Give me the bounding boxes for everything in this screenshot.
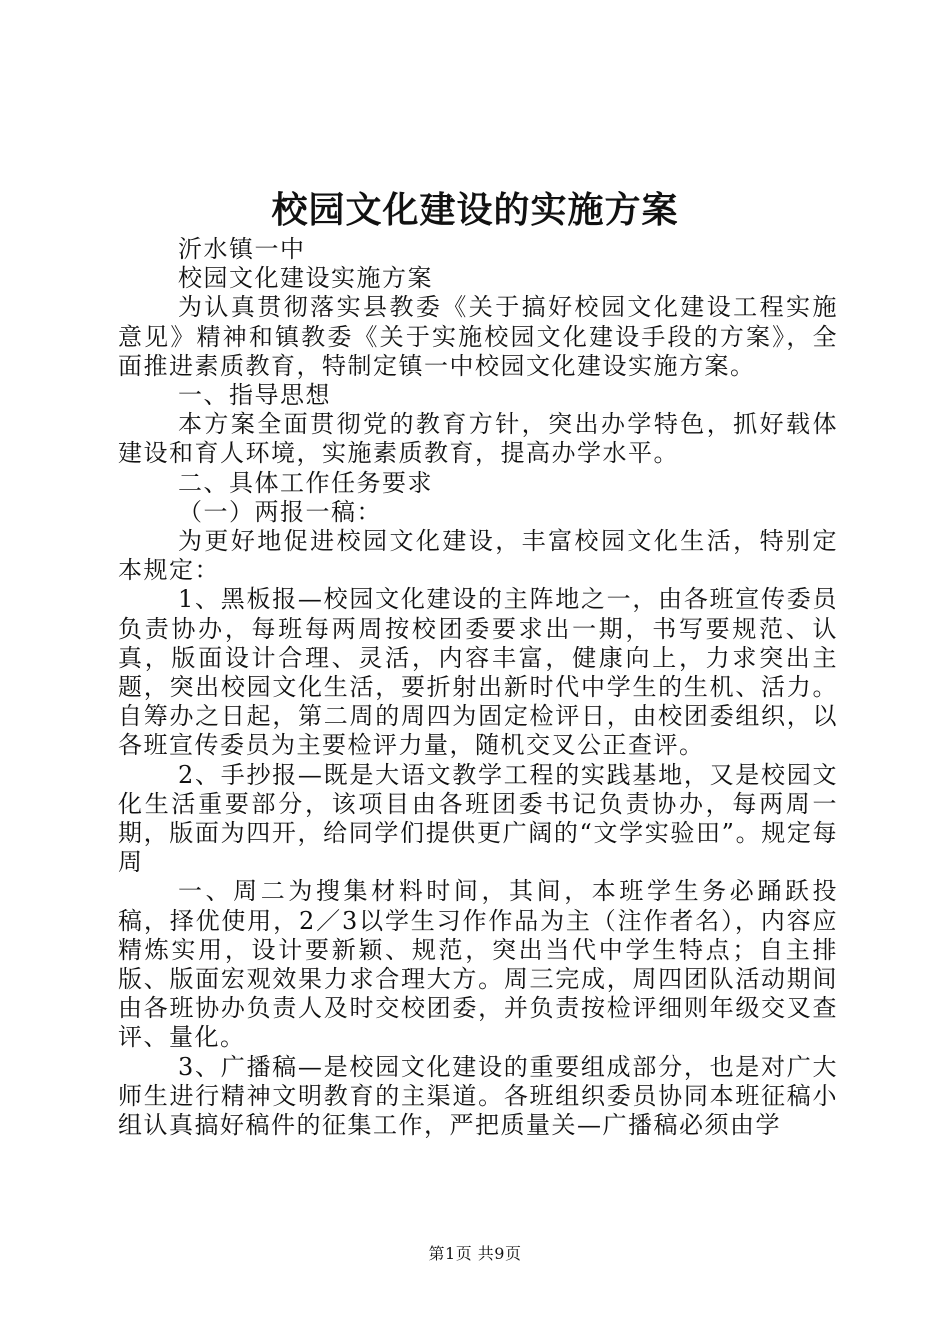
- schedule-paragraph: 一、周二为搜集材料时间，其间，本班学生务必踊跃投稿，择优使用，2／3以学生习作作品为主（注作者名），内容应精炼实用，设计要新颖、规范，突出当代中学生特点；自主排版、版面宏观效果力求合理大方。周三完成，周四团队活动期间由各班协办负责人及时交校团委，并负责按检评细则年级交叉查评、量化。: [118, 877, 838, 1052]
- document-body: [118, 235, 838, 1140]
- section-heading-guiding-thought: 一、指导思想: [178, 381, 331, 410]
- broadcast-paragraph: 3、广播稿—是校园文化建设的重要组成部分，也是对广大师生进行精神文明教育的主渠道。各班组织委员协同本班征稿小组认真搞好稿件的征集工作，严把质量关—广播稿必须由学: [118, 1052, 838, 1140]
- page-number-footer: 第1页 共9页: [428, 1244, 522, 1263]
- blackboard-paragraph: 1、黑板报—校园文化建设的主阵地之一，由各班宣传委员负责协办，每班每两周按校团委要求出一期，书写要规范、认真，版面设计合理、灵活，内容丰富，健康向上，力求突出主题，突出校园文化生活，要折射出新时代中学生的生机、活力。自筹办之日起，第二周的周四为固定检评日，由校团委组织，以各班宣传委员为主要检评力量，随机交叉公正查评。: [118, 585, 838, 760]
- document-title: 校园文化建设的实施方案: [271, 189, 679, 231]
- two-papers-intro-paragraph: 为更好地促进校园文化建设，丰富校园文化生活，特别定本规定：: [118, 527, 838, 585]
- subsection-heading-two-papers: （一）两报一稿：: [178, 497, 382, 526]
- handwritten-paper-paragraph: 2、手抄报—既是大语文教学工程的实践基地，又是校园文化生活重要部分，该项目由各班团委书记负责协办，每两周一期，版面为四开，给同学们提供更广阔的“文学实验田”。规定每周: [118, 760, 838, 877]
- plan-subtitle-line: 校园文化建设实施方案: [178, 264, 433, 293]
- intro-paragraph: 为认真贯彻落实县教委《关于搞好校园文化建设工程实施意见》精神和镇教委《关于实施校园文化建设手段的方案》，全面推进素质教育，特制定镇一中校园文化建设实施方案。: [118, 293, 838, 380]
- section-heading-tasks: 二、具体工作任务要求: [178, 468, 433, 497]
- school-name-line: 沂水镇一中: [178, 235, 306, 263]
- guiding-thought-paragraph: 本方案全面贯彻党的教育方针，突出办学特色，抓好载体建设和育人环境，实施素质教育，提高办学水平。: [118, 410, 838, 468]
